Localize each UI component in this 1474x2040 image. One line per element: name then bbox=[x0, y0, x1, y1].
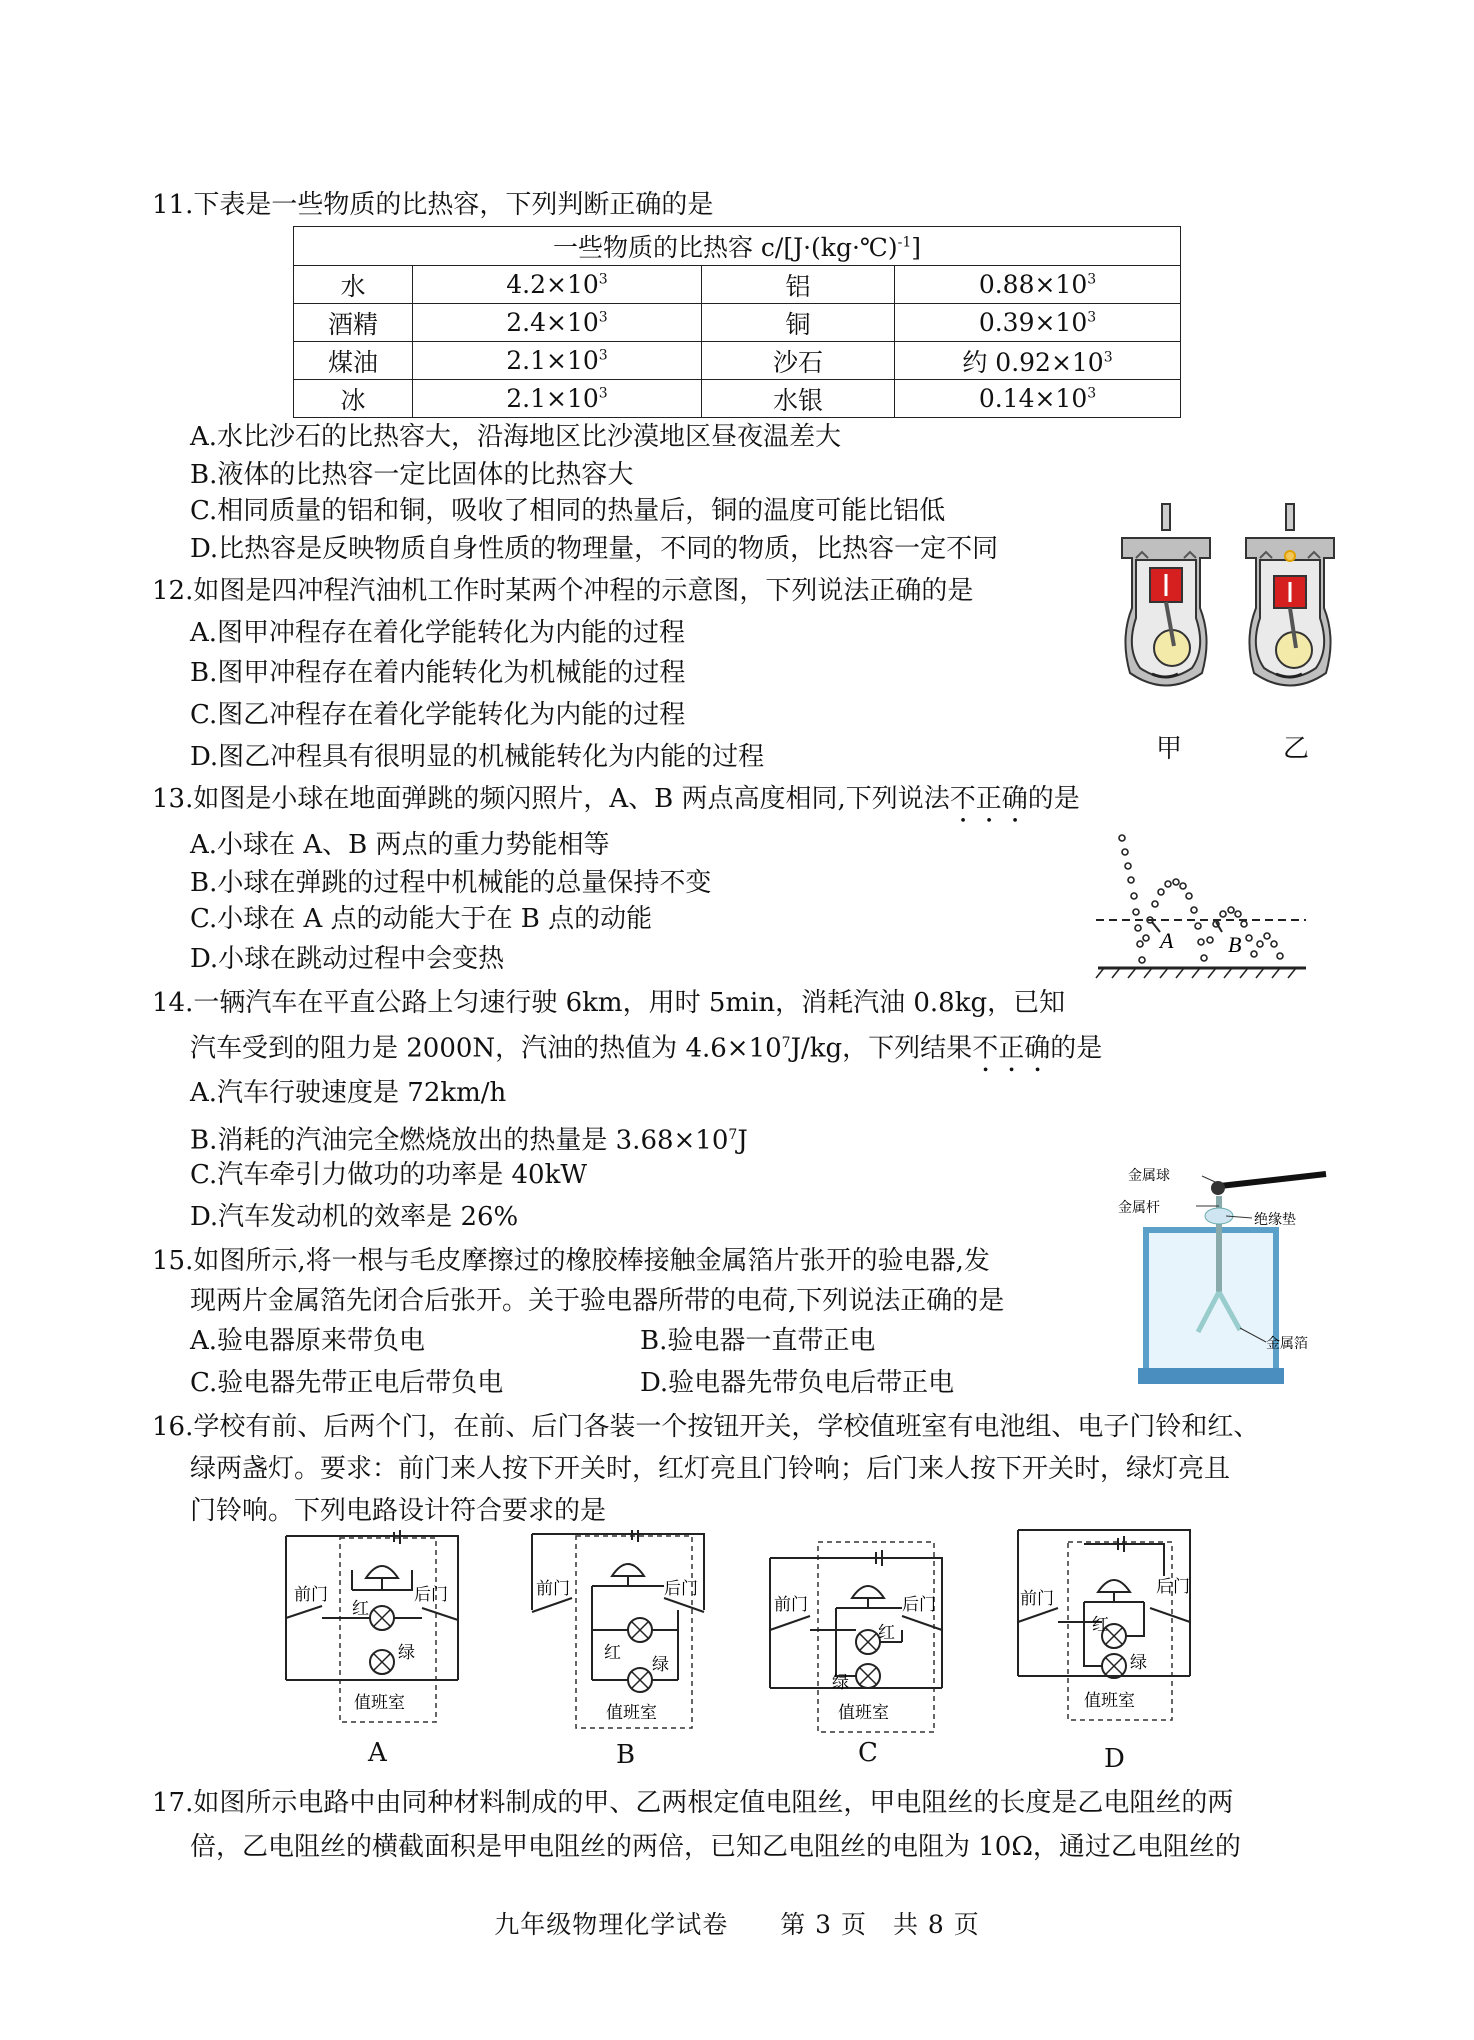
q14-stem-line1: 14.一辆汽车在平直公路上匀速行驶 6km，用时 5min，消耗汽油 0.8kg，已知 bbox=[152, 988, 1066, 1018]
electroscope-diagram bbox=[1116, 1162, 1338, 1394]
svg-text:红: 红 bbox=[604, 1643, 621, 1663]
q15-option-a: A.验电器原来带负电 bbox=[190, 1326, 426, 1356]
circuit-d-label: D bbox=[1104, 1744, 1125, 1774]
q12-option-b: B.图甲冲程存在着内能转化为机械能的过程 bbox=[190, 658, 686, 688]
q14-option-b: B.消耗的汽油完全燃烧放出的热量是 $3.68\times 10^7J$ bbox=[190, 1125, 748, 1156]
svg-text:值班室: 值班室 bbox=[354, 1693, 405, 1713]
svg-text:金属箔: 金属箔 bbox=[1266, 1336, 1308, 1352]
q15-stem-line1: 15.如图所示,将一根与毛皮摩擦过的橡胶棒接触金属箔片张开的验电器,发 bbox=[152, 1246, 990, 1276]
q17-stem-line1: 17.如图所示电路中由同种材料制成的甲、乙两根定值电阻丝，甲电阻丝的长度是乙电阻丝的两 bbox=[152, 1788, 1234, 1818]
bouncing-ball-photo bbox=[1092, 820, 1322, 990]
circuit-c-label: C bbox=[858, 1738, 878, 1768]
svg-text:值班室: 值班室 bbox=[1084, 1691, 1135, 1711]
q15-stem-line2: 现两片金属箔先闭合后张开。关于验电器所带的电荷,下列说法正确的是 bbox=[190, 1286, 1005, 1316]
q12-stem: 12.如图是四冲程汽油机工作时某两个冲程的示意图，下列说法正确的是 bbox=[152, 576, 974, 606]
svg-text:后门: 后门 bbox=[902, 1595, 936, 1615]
svg-text:绿: 绿 bbox=[652, 1655, 669, 1675]
q12-option-d: D.图乙冲程具有很明显的机械能转化为内能的过程 bbox=[190, 742, 765, 772]
q13-option-c: C.小球在 A 点的动能大于在 B 点的动能 bbox=[190, 904, 653, 934]
table-row: 酒精 $2.4\times 10^3$ 铜 $0.39\times 10^3$ bbox=[294, 304, 1181, 342]
arrow-a bbox=[1152, 922, 1160, 932]
svg-text:值班室: 值班室 bbox=[606, 1703, 657, 1723]
circuit-a-label: A bbox=[368, 1738, 387, 1768]
q12-option-a: A.图甲冲程存在着化学能转化为内能的过程 bbox=[190, 618, 686, 648]
table-title: 一些物质的比热容 c/[J·(kg·℃)$^{-1}$] bbox=[294, 227, 1181, 266]
svg-text:绿: 绿 bbox=[832, 1673, 849, 1693]
svg-text:前门: 前门 bbox=[1020, 1589, 1054, 1609]
svg-text:值班室: 值班室 bbox=[838, 1703, 889, 1723]
svg-text:前门: 前门 bbox=[774, 1595, 808, 1615]
q13-option-a: A.小球在 A、B 两点的重力势能相等 bbox=[190, 830, 610, 860]
svg-text:绿: 绿 bbox=[398, 1643, 415, 1663]
engine-yi bbox=[1246, 504, 1334, 686]
engine-diagram bbox=[1112, 498, 1342, 708]
svg-text:金属球: 金属球 bbox=[1128, 1168, 1170, 1184]
jar-base bbox=[1138, 1368, 1284, 1384]
q13-option-b: B.小球在弹跳的过程中机械能的总量保持不变 bbox=[190, 868, 712, 898]
q16-stem-line2: 绿两盏灯。要求：前门来人按下开关时，红灯亮且门铃响；后门来人按下开关时，绿灯亮且 bbox=[190, 1454, 1231, 1484]
q11-option-a: A.水比沙石的比热容大，沿海地区比沙漠地区昼夜温差大 bbox=[190, 422, 842, 452]
q11-option-d: D.比热容是反映物质自身性质的物理量，不同的物质，比热容一定不同 bbox=[190, 534, 999, 564]
point-a-label: A bbox=[1160, 928, 1174, 953]
svg-text:金属杆: 金属杆 bbox=[1118, 1200, 1160, 1216]
q11-stem: 11.下表是一些物质的比热容，下列判断正确的是 bbox=[152, 190, 714, 220]
svg-text:绿: 绿 bbox=[1130, 1653, 1147, 1673]
svg-text:前门: 前门 bbox=[294, 1585, 328, 1605]
q14-option-c: C.汽车牵引力做功的功率是 40kW bbox=[190, 1160, 588, 1190]
ball-trail bbox=[1119, 835, 1283, 963]
q15-option-b: B.验电器一直带正电 bbox=[640, 1326, 876, 1356]
q13-stem: 13.如图是小球在地面弹跳的频闪照片，A、B 两点高度相同,下列说法不正确的是 bbox=[152, 784, 1080, 814]
label-jia: 甲 bbox=[1156, 734, 1183, 764]
circuit-c bbox=[766, 1538, 946, 1738]
svg-text:后门: 后门 bbox=[1156, 1577, 1190, 1597]
table-row: 冰 $2.1\times 10^3$ 水银 $0.14\times 10^3$ bbox=[294, 380, 1181, 418]
specific-heat-table bbox=[293, 226, 1181, 418]
table-row: 水 $4.2\times 10^3$ 铝 $0.88\times 10^3$ bbox=[294, 266, 1181, 304]
q14-option-d: D.汽车发动机的效率是 26% bbox=[190, 1202, 519, 1232]
q12-option-c: C.图乙冲程存在着化学能转化为内能的过程 bbox=[190, 700, 686, 730]
circuit-d bbox=[1014, 1526, 1194, 1726]
svg-text:红: 红 bbox=[878, 1623, 895, 1643]
svg-text:后门: 后门 bbox=[664, 1579, 698, 1599]
label-yi: 乙 bbox=[1283, 734, 1310, 764]
circuit-b bbox=[528, 1530, 708, 1734]
svg-text:后门: 后门 bbox=[414, 1585, 448, 1605]
q16-stem-line3: 门铃响。下列电路设计符合要求的是 bbox=[190, 1496, 607, 1526]
svg-text:红: 红 bbox=[352, 1599, 369, 1619]
page-footer: 九年级物理化学试卷 第 3 页 共 8 页 bbox=[494, 1910, 980, 1939]
table-row: 煤油 $2.1\times 10^3$ 沙石 约 $0.92\times 10^3$ bbox=[294, 342, 1181, 380]
svg-text:红: 红 bbox=[1092, 1615, 1109, 1635]
svg-text:前门: 前门 bbox=[536, 1579, 570, 1599]
q11-option-c: C.相同质量的铝和铜，吸收了相同的热量后，铜的温度可能比铝低 bbox=[190, 496, 946, 526]
q16-stem-line1: 16.学校有前、后两个门，在前、后门各装一个按钮开关，学校值班室有电池组、电子门铃和红、 bbox=[152, 1412, 1260, 1442]
svg-text:绝缘垫: 绝缘垫 bbox=[1254, 1212, 1296, 1228]
q15-option-d: D.验电器先带负电后带正电 bbox=[640, 1368, 955, 1398]
circuit-a bbox=[282, 1530, 462, 1730]
q17-stem-line2: 倍，乙电阻丝的横截面积是甲电阻丝的两倍，已知乙电阻丝的电阻为 10Ω，通过乙电阻丝的 bbox=[190, 1832, 1241, 1862]
point-b-label: B bbox=[1228, 932, 1242, 957]
q13-option-d: D.小球在跳动过程中会变热 bbox=[190, 944, 505, 974]
q11-option-b: B.液体的比热容一定比固体的比热容大 bbox=[190, 460, 634, 490]
circuit-b-label: B bbox=[616, 1740, 636, 1770]
q15-option-c: C.验电器先带正电后带负电 bbox=[190, 1368, 504, 1398]
q14-option-a: A.汽车行驶速度是 72km/h bbox=[190, 1078, 507, 1108]
engine-jia bbox=[1122, 504, 1210, 686]
q14-stem-line2: 汽车受到的阻力是 2000N，汽油的热值为 $4.6\times 10^7J/kg$，下列结果不正确的是 bbox=[190, 1033, 1103, 1064]
